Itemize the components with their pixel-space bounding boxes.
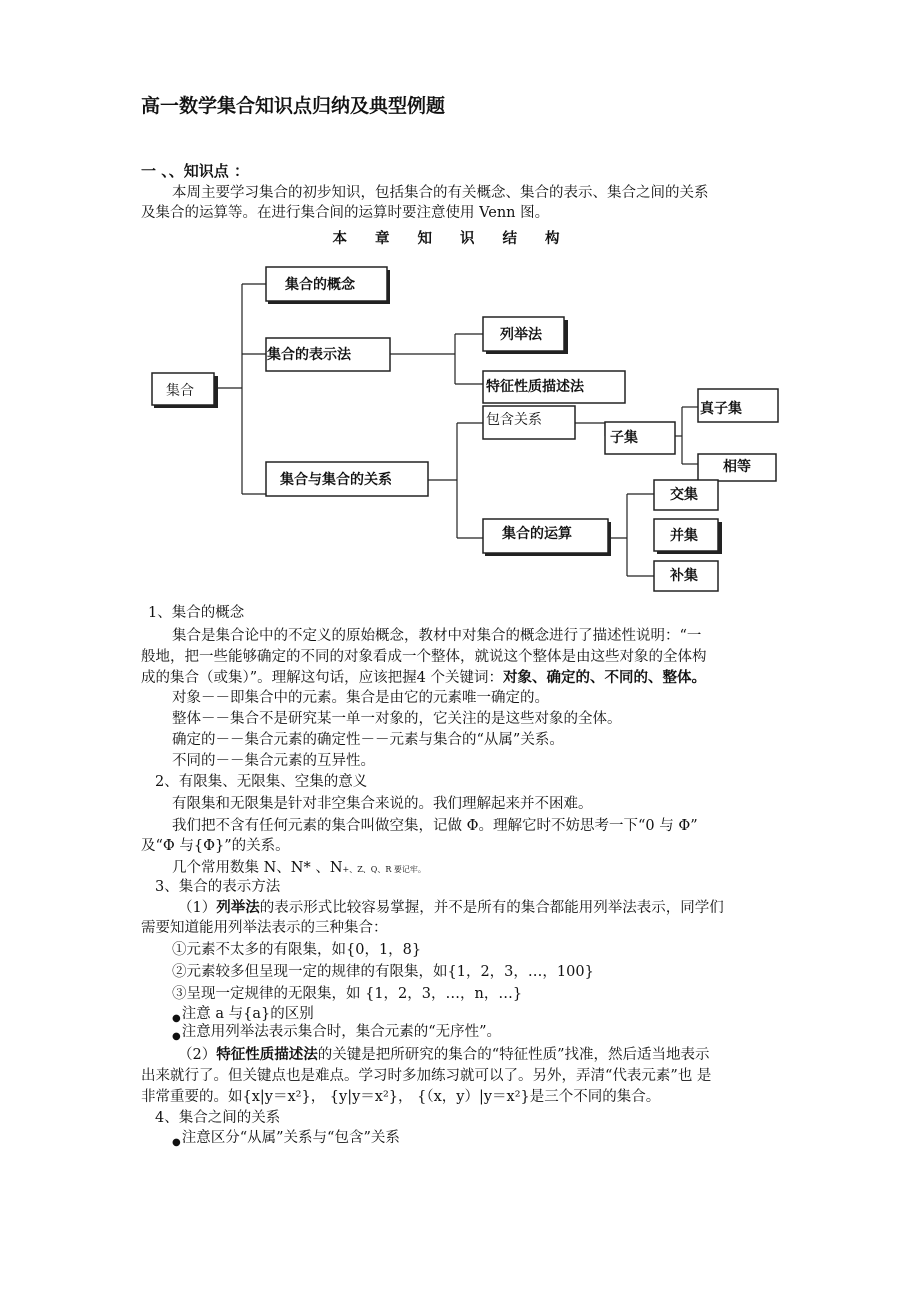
node-union-label: 并集 xyxy=(670,528,698,544)
s3-paragraph-2-line-2: 出来就行了。但关键点也是难点。学习时多加练习就可以了。另外，弄清“代表元素”也 是 xyxy=(141,1068,712,1084)
s3-note-2 xyxy=(172,1022,501,1044)
s3-p1-number: （1） xyxy=(178,900,217,916)
section-heading-knowledge: 一 、、知识点 ： xyxy=(141,162,249,180)
bullet-icon: ● xyxy=(172,1013,181,1024)
node-description-label: 特征性质描述法 xyxy=(486,379,584,395)
s3-paragraph-1-line-2: 需要知道能用列举法表示的三种集合： xyxy=(141,920,388,936)
bullet-icon: ● xyxy=(172,1137,181,1148)
s1-list-item-object: 对象－－即集合中的元素。集合是由它的元素唯一确定的。 xyxy=(172,690,549,706)
s3-paragraph-1-line-1 xyxy=(178,898,724,918)
s1-paragraph-line-2: 般地，把一些能够确定的不同的对象看成一个整体，就说这个整体是由这些对象的全体构 xyxy=(141,649,707,665)
node-inclusion-label: 包含关系 xyxy=(486,412,542,428)
node-relations xyxy=(266,462,428,496)
s1-paragraph-line-3 xyxy=(141,668,706,688)
s3-paragraph-2-line-3: 非常重要的。如{x|y＝x²}， {y|y＝x²}， {（x，y）|y＝x²}是三个不同的集合。 xyxy=(141,1089,661,1105)
node-subset xyxy=(605,422,675,454)
section-2-heading: 2、有限集、无限集、空集的意义 xyxy=(155,774,368,790)
node-representation xyxy=(266,338,390,371)
node-complement-label: 补集 xyxy=(670,568,698,584)
s1-paragraph-line-1: 集合是集合论中的不定义的原始概念，教材中对集合的概念进行了描述性说明：“一 xyxy=(172,628,702,644)
section-3-heading: 3、集合的表示方法 xyxy=(155,879,281,895)
section-1-heading: 1、集合的概念 xyxy=(148,605,245,621)
s2-line-2: 我们把不含有任何元素的集合叫做空集，记做 Φ。理解它时不妨思考一下“0 与 Φ” xyxy=(172,818,698,834)
node-relations-label: 集合与集合的关系 xyxy=(280,472,392,488)
s3-case-1: ①元素不太多的有限集，如{0，1，8} xyxy=(172,942,422,958)
s3-p2-number: （2） xyxy=(178,1047,217,1063)
node-complement xyxy=(654,561,718,591)
node-intersection-label: 交集 xyxy=(670,487,698,503)
s1-list-item-distinct: 不同的－－集合元素的互异性。 xyxy=(172,753,375,769)
node-set-label: 集合 xyxy=(166,383,194,399)
s1-line3-text: 成的集合（或集）”。理解这句话，应该把握4 个关键词： xyxy=(141,670,503,686)
s3-p1-text: 的表示形式比较容易掌握，并不是所有的集合都能用列举法表示，同学们 xyxy=(259,900,724,916)
s3-enumeration-term: 列举法 xyxy=(216,900,260,916)
node-representation-label: 集合的表示法 xyxy=(267,347,351,363)
s3-description-term: 特征性质描述法 xyxy=(216,1047,318,1063)
node-concept-label: 集合的概念 xyxy=(285,277,355,293)
s4-note-1-text: 注意区分“从属”关系与“包含”关系 xyxy=(181,1130,400,1146)
s2-line-3: 及“Φ 与{Φ}”的关系。 xyxy=(141,838,290,854)
intro-line-1: 本周主要学习集合的初步知识，包括集合的有关概念、集合的表示、集合之间的关系 xyxy=(172,185,709,201)
s2-number-sets: 几个常用数集 N、N* 、N xyxy=(172,860,343,876)
s4-note-1 xyxy=(172,1128,400,1150)
node-concept xyxy=(266,267,390,304)
knowledge-structure-diagram xyxy=(0,250,920,595)
s1-list-item-whole: 整体－－集合不是研究某一单一对象的，它关注的是这些对象的全体。 xyxy=(172,711,622,727)
node-equal xyxy=(698,454,776,481)
document-title: 高一数学集合知识点归纳及典型例题 xyxy=(141,95,446,117)
node-subset-label: 子集 xyxy=(610,430,638,446)
bullet-icon: ● xyxy=(172,1031,181,1042)
s3-case-2: ②元素较多但呈现一定的规律的有限集，如{1，2，3，…，100} xyxy=(172,964,594,980)
s3-paragraph-2-line-1 xyxy=(178,1045,710,1065)
s1-keywords: 对象、确定的、不同的、整体。 xyxy=(503,670,706,686)
node-equal-label: 相等 xyxy=(723,459,751,475)
s3-note-1-text: 注意 a 与{a}的区别 xyxy=(181,1006,314,1022)
intro-line-2: 及集合的运算等。在进行集合间的运算时要注意使用 Venn 图。 xyxy=(141,205,550,221)
node-enumeration-label: 列举法 xyxy=(500,327,542,343)
section-4-heading: 4、集合之间的关系 xyxy=(155,1110,281,1126)
s3-p2-text: 的关键是把所研究的集合的“特征性质”找准，然后适当地表示 xyxy=(317,1047,710,1063)
diagram-title: 本章知识结构 xyxy=(332,231,588,247)
node-operations-label: 集合的运算 xyxy=(502,526,572,542)
node-operations xyxy=(483,519,611,556)
node-set xyxy=(152,373,218,408)
node-proper-subset-label: 真子集 xyxy=(700,401,742,417)
node-union xyxy=(654,519,722,554)
node-proper-subset xyxy=(698,389,778,422)
node-enumeration xyxy=(483,317,568,354)
node-intersection xyxy=(654,480,718,510)
s2-number-sets-note: +、Z、Q、R 要记牢。 xyxy=(342,865,426,874)
s1-list-item-definite: 确定的－－集合元素的确定性－－元素与集合的“从属”关系。 xyxy=(172,732,564,748)
s2-line-1: 有限集和无限集是针对非空集合来说的。我们理解起来并不困难。 xyxy=(172,796,593,812)
s3-case-3: ③呈现一定规律的无限集，如 {1，2，3，…，n，…} xyxy=(172,986,523,1002)
node-description xyxy=(483,371,625,403)
s3-note-2-text: 注意用列举法表示集合时，集合元素的“无序性”。 xyxy=(181,1024,502,1040)
node-inclusion xyxy=(483,406,575,439)
